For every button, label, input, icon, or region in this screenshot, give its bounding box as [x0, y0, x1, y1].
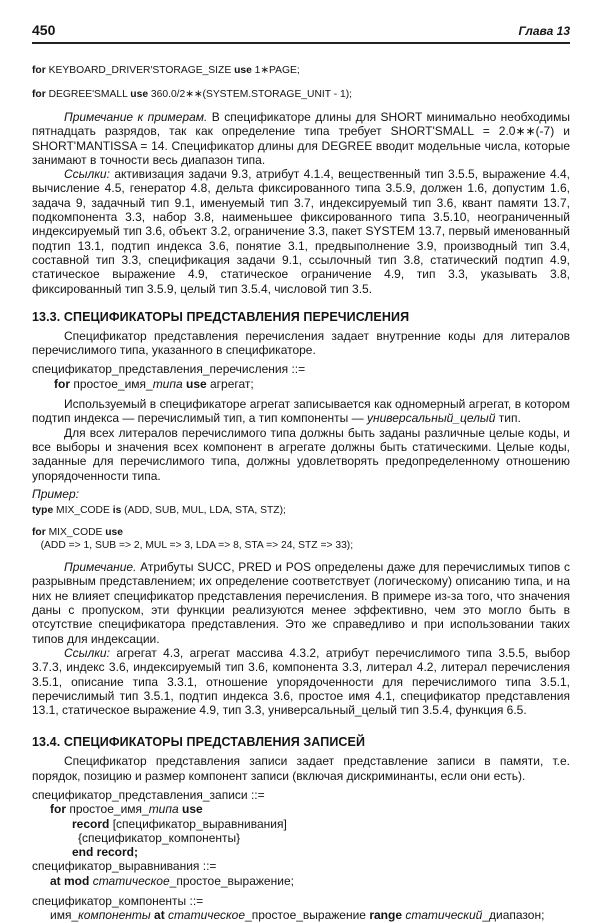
code-line: type MIX_CODE is (ADD, SUB, MUL, LDA, STA, STZ);	[32, 505, 286, 517]
references-paragraph: Ссылки: активизация задачи 9.3, атрибут 4.1.4, вещественный тип 3.5.5, выражение 4.4, вычисление 4.5, генератор 4.8, дельта фиксированного типа 3.5.9, должен 1.6, допустим 1.6, задача 9, задачный тип 9.1, именуемый тип 3.7, индексируемый тип 3.6, квант памяти 13.7, подкомпонента 3.3, набор 3.8, наименьшее фиксированного типа 3.5.10, неограниченный индексируемый тип 3.6, объект 3.2, ограничение 3.3, пакет SYSTEM 13.7, первый именованный подтип 13.1, подтип индекса 3.6, понятие 3.1, предвыполнение 3.9, производный тип 3.4, составной тип 3.3, спецификация задачи 9.1, ссылочный тип 3.8, статический подтип 4.9, статическое выражение 4.9, статическое ограничение 4.9, тип 3.3, указывать 3.8, фиксированный тип 3.5.9, целый тип 3.5.4, числовой тип 3.5.	[32, 167, 570, 296]
chapter-title: Глава 13	[518, 24, 570, 38]
syntax-rule-body: at mod статическое_простое_выражение;	[50, 873, 294, 888]
paragraph: Используемый в спецификаторе агрегат записывается как одномерный агрегат, в котором подтип индекса — перечислимый тип, а тип компоненты — универсальный_целый тип.	[32, 397, 570, 426]
book-page	[32, 22, 570, 923]
code-line: for DEGREE'SMALL use 360.0/2∗∗(SYSTEM.STORAGE_UNIT - 1);	[32, 89, 353, 100]
code-line: for MIX_CODE use	[32, 527, 123, 539]
syntax-rule: спецификатор_компоненты ::=	[32, 894, 204, 909]
syntax-rule-body: for простое_имя_типа use	[50, 802, 203, 817]
syntax-rule: спецификатор_выравнивания ::=	[32, 859, 217, 874]
page-header	[32, 22, 570, 44]
syntax-rule-body: end record;	[72, 845, 139, 860]
syntax-rule: спецификатор_представления_записи ::=	[32, 787, 265, 802]
example-label: Пример:	[32, 486, 79, 501]
code-line: (ADD => 1, SUB => 2, MUL => 3, LDA => 8, STA => 24, STZ => 33);	[32, 540, 354, 552]
syntax-rule-body: record [спецификатор_выравнивания]	[72, 816, 287, 831]
section-intro: Спецификатор представления перечисления задает внутренние коды для литералов перечислимого типа, указанного в спецификаторе.	[32, 328, 570, 358]
section-intro: Спецификатор представления записи задает представление записи в памяти, т.е. порядок, позицию и размер компонент записи (включая дискриминанты, если они есть).	[32, 754, 570, 783]
code-line: for KEYBOARD_DRIVER'STORAGE_SIZE use 1∗PAGE;	[32, 65, 300, 76]
section-heading: 13.4. СПЕЦИФИКАТОРЫ ПРЕДСТАВЛЕНИЯ ЗАПИСЕЙ	[32, 735, 366, 750]
note-paragraph: Примечание. Атрибуты SUCC, PRED и POS определены даже для перечислимых типов с разрывным представлением; их определение соответствует (логическому) описанию типа, и на них не влияет спецификатор представления перечисления. В примере из-за того, что значения даны с пропуском, эти функции реализуются менее эффективно, чем это могло быть в отсутствие спецификатора представления. Это же справедливо и при использовании таких типов для индексации.	[32, 560, 570, 646]
syntax-rule-body: имя_компоненты at статическое_простое_выражение range статический_диапазон;	[50, 908, 545, 923]
syntax-rule-body: {спецификатор_компоненты}	[78, 830, 241, 845]
syntax-rule: спецификатор_представления_перечисления ::=	[32, 362, 306, 377]
note-paragraph: Примечание к примерам. В спецификаторе длины для SHORT минимально необходимы пятнадцать разрядов, так как определение типа требует SHORT'SMALL = 2.0∗∗(-7) и SHORT'MANTISSA = 14. Спецификатор длины для DEGREE вводит модельные числа, которые занимают в точности весь диапазон типа.	[32, 110, 570, 167]
references-paragraph: Ссылки: агрегат 4.3, агрегат массива 4.3.2, атрибут перечислимого типа 3.5.5, выбор 3.7.3, индекс 3.6, индексируемый тип 3.6, компонента 3.3, литерал 4.2, литерал перечисления 3.5.1, описание типа 3.3.1, отношение упорядоченности для перечислимого типа 3.5.1, перечислимый тип 3.5.1, подтип индекса 3.6, простое имя 4.1, спецификатор представления 13.1, статическое выражение 4.9, тип 3.3, универсальный_целый тип 3.5.4, функция 6.5.	[32, 645, 570, 718]
page-number: 450	[32, 22, 56, 38]
paragraph: Для всех литералов перечислимого типа должны быть заданы различные целые коды, и все выборы и значения всех компонент в агрегате должны быть статическими. Целые коды, заданные для перечислимого типа, должны удовлетворять предопределенному отношению упорядоченности типа.	[32, 425, 570, 483]
syntax-rule-body: for простое_имя_типа use агрегат;	[54, 376, 254, 391]
section-heading: 13.3. СПЕЦИФИКАТОРЫ ПРЕДСТАВЛЕНИЯ ПЕРЕЧИСЛЕНИЯ	[32, 309, 410, 324]
